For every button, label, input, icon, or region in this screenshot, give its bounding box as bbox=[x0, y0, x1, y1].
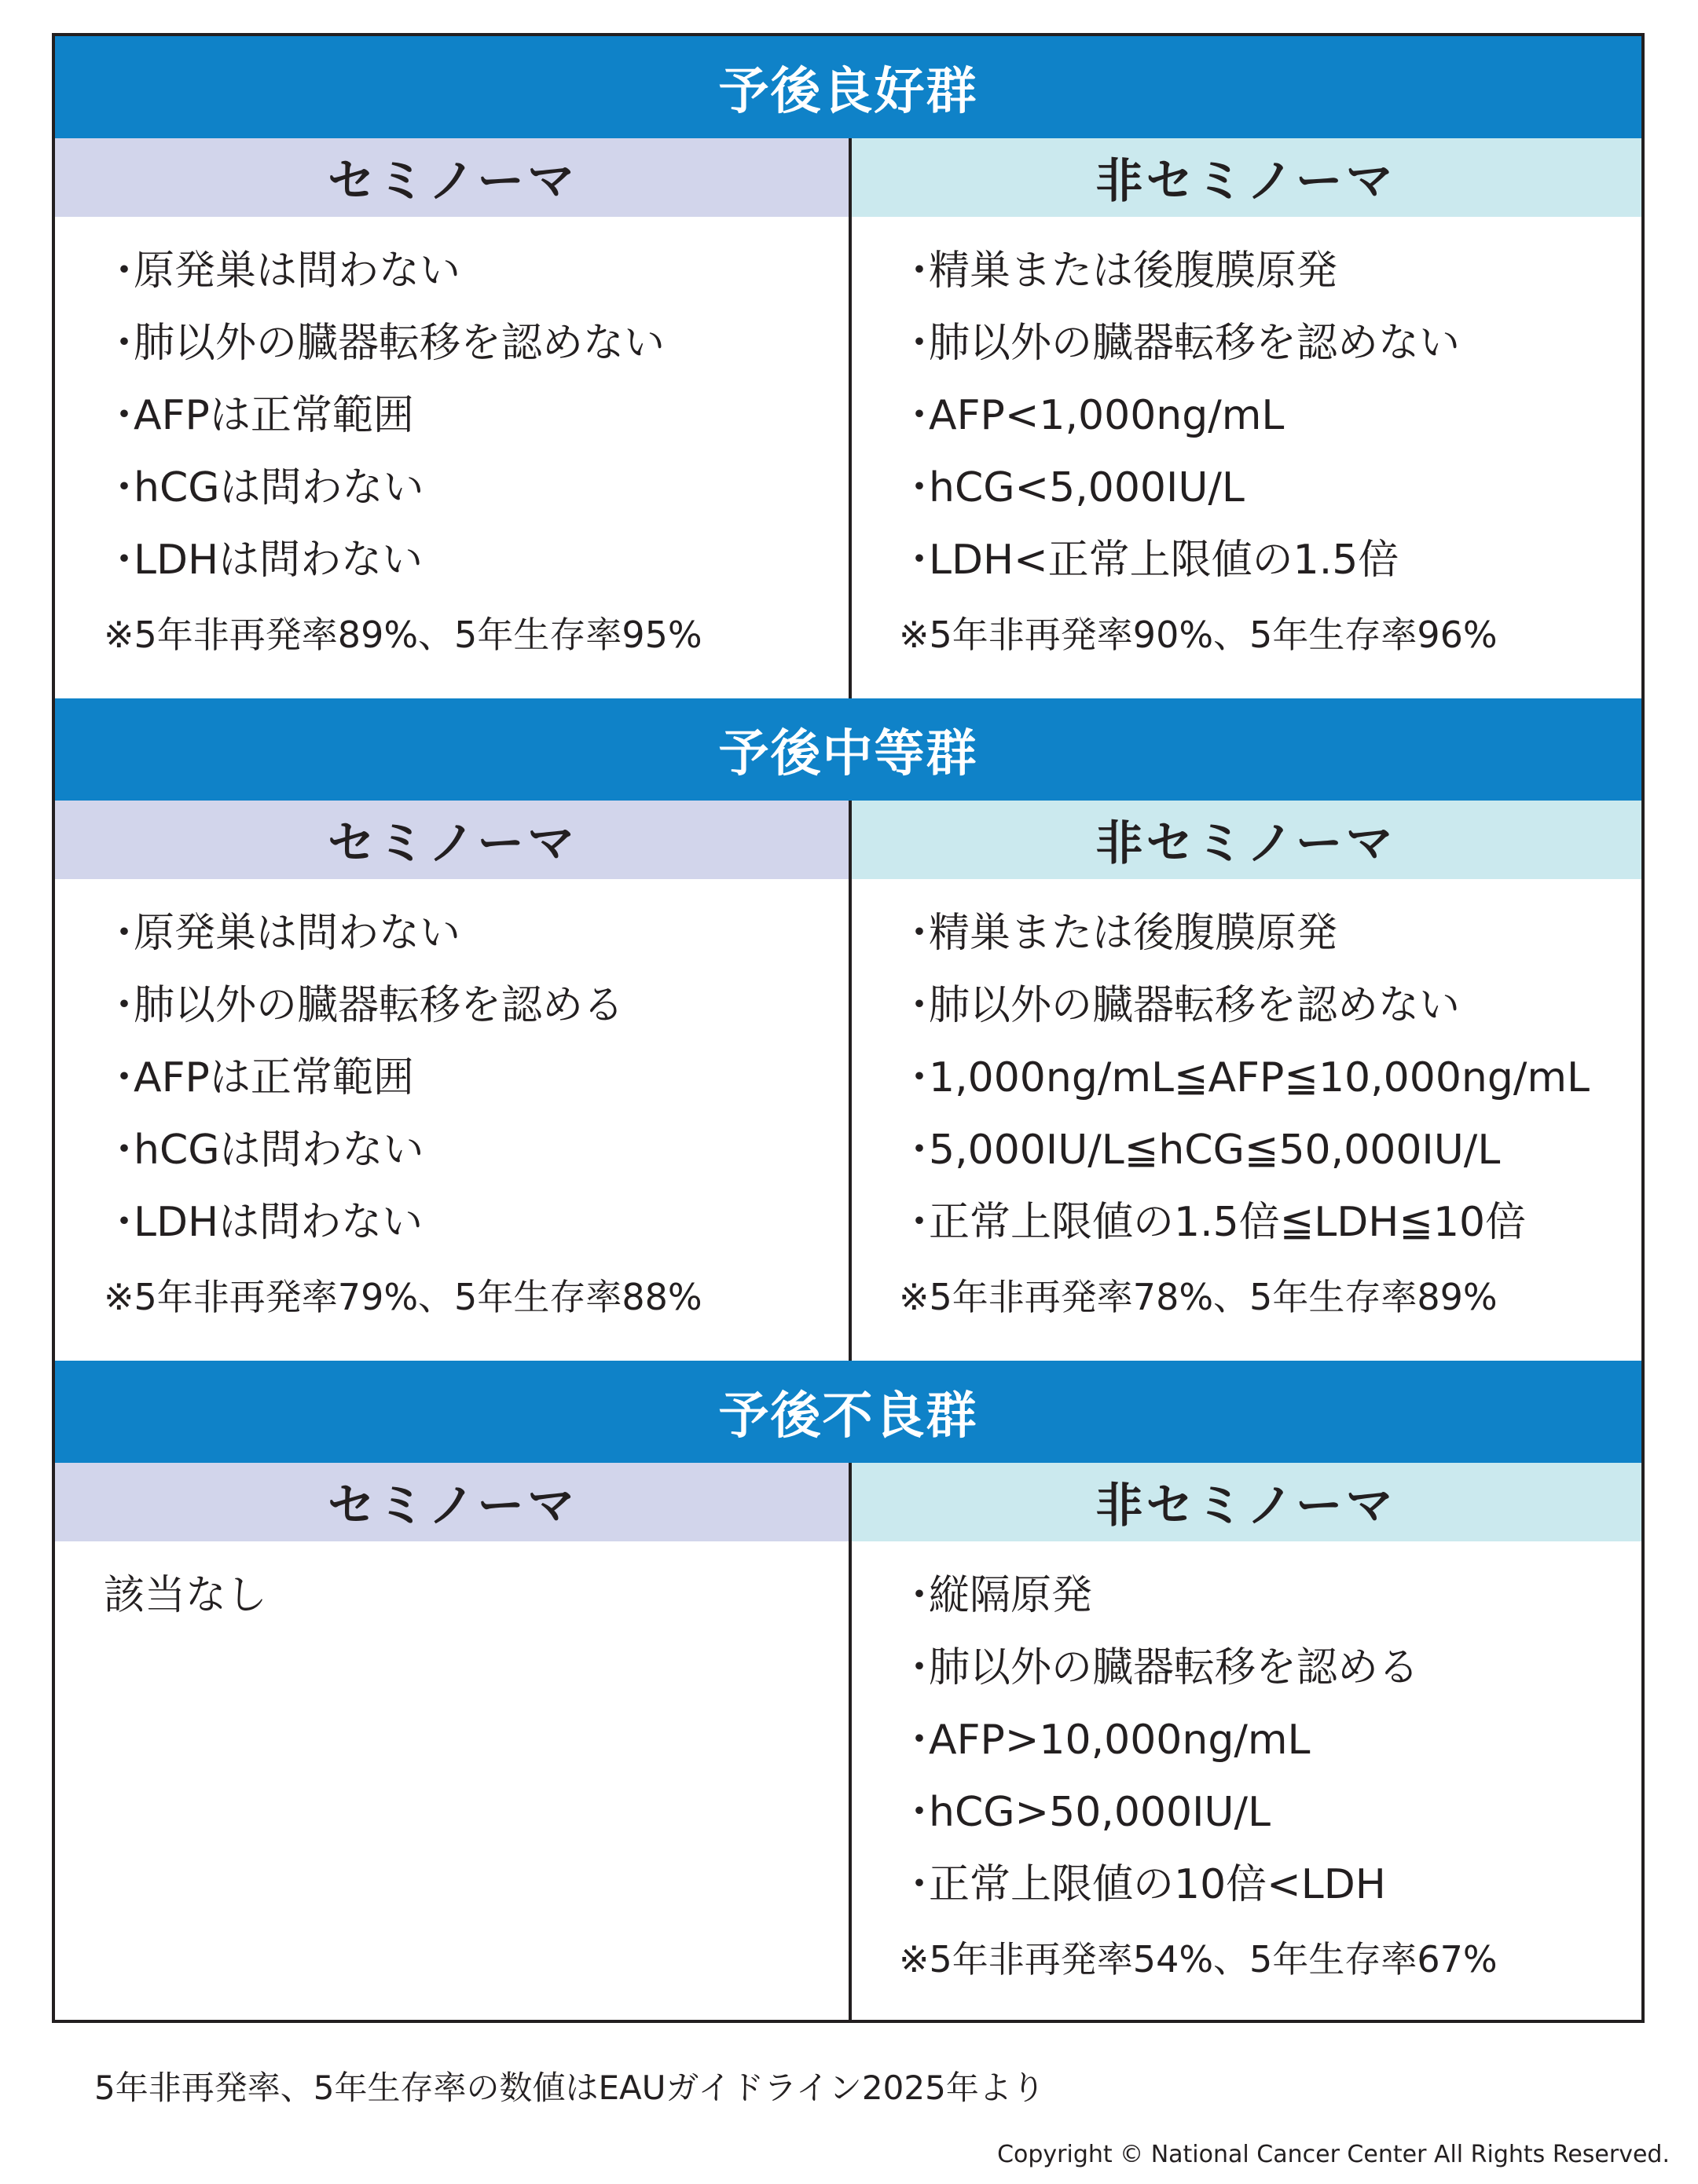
criteria-text: hCGは問わない bbox=[134, 464, 424, 511]
criteria-text: 肺以外の臓器転移を認める bbox=[929, 1644, 1420, 1691]
criteria-item bbox=[899, 1704, 1641, 1776]
survival-note: ※5年非再発率79%、5年生存率88% bbox=[104, 1276, 702, 1318]
criteria-text: hCG>50,000IU/L bbox=[929, 1789, 1271, 1836]
criteria-item bbox=[104, 1114, 850, 1186]
criteria-item bbox=[104, 235, 850, 307]
survival-note: ※5年非再発率78%、5年生存率89% bbox=[899, 1276, 1498, 1318]
seminoma-header: セミノーマ bbox=[55, 138, 850, 217]
criteria-text: AFPは正常範囲 bbox=[134, 1054, 414, 1101]
criteria-text: 肺以外の臓器転移を認める bbox=[134, 982, 625, 1029]
criteria-item bbox=[104, 897, 850, 969]
criteria-item bbox=[899, 307, 1641, 379]
bullet: ・ bbox=[899, 1572, 941, 1619]
criteria-text: 5,000IU/L≦hCG≦50,000IU/L bbox=[929, 1127, 1501, 1174]
criteria-item bbox=[899, 1849, 1641, 1921]
bullet: ・ bbox=[899, 247, 941, 295]
nonseminoma-criteria-poor bbox=[852, 1559, 1641, 1995]
bullet: ・ bbox=[899, 982, 941, 1029]
criteria-item bbox=[899, 452, 1641, 524]
criteria-item bbox=[104, 1186, 850, 1259]
bullet: ・ bbox=[899, 910, 941, 957]
nonseminoma-header: 非セミノーマ bbox=[850, 138, 1641, 217]
bullet: ・ bbox=[104, 1054, 145, 1101]
bullet: ・ bbox=[899, 1717, 941, 1764]
criteria-item bbox=[899, 897, 1641, 969]
bullet: ・ bbox=[104, 1127, 145, 1174]
seminoma-header: セミノーマ bbox=[55, 1463, 850, 1541]
criteria-text: LDH<正常上限値の1.5倍 bbox=[929, 537, 1399, 584]
criteria-text: 肺以外の臓器転移を認めない bbox=[929, 982, 1461, 1029]
bullet: ・ bbox=[899, 320, 941, 367]
seminoma-criteria-good bbox=[55, 235, 850, 670]
criteria-item bbox=[899, 1114, 1641, 1186]
group-header-intermediate: 予後中等群 bbox=[55, 698, 1641, 801]
criteria-item bbox=[899, 235, 1641, 307]
bullet: ・ bbox=[899, 1054, 941, 1101]
criteria-item bbox=[899, 1632, 1641, 1704]
criteria-item bbox=[104, 379, 850, 452]
criteria-item bbox=[104, 1042, 850, 1114]
criteria-text: 肺以外の臓器転移を認めない bbox=[134, 320, 666, 367]
bullet: ・ bbox=[899, 1127, 941, 1174]
criteria-text: AFPは正常範囲 bbox=[134, 392, 414, 439]
criteria-text: 正常上限値の1.5倍≦LDH≦10倍 bbox=[929, 1199, 1527, 1246]
bullet: ・ bbox=[899, 1789, 941, 1836]
criteria-text: LDHは問わない bbox=[134, 1199, 424, 1246]
criteria-text: 1,000ng/mL≦AFP≦10,000ng/mL bbox=[929, 1054, 1590, 1101]
criteria-text: 精巣または後腹膜原発 bbox=[929, 247, 1338, 295]
nonseminoma-header: 非セミノーマ bbox=[850, 801, 1641, 879]
seminoma-header: セミノーマ bbox=[55, 801, 850, 879]
criteria-item bbox=[899, 1042, 1641, 1114]
bullet: ・ bbox=[104, 1199, 145, 1246]
bullet: ・ bbox=[899, 1861, 941, 1908]
bullet: ・ bbox=[104, 392, 145, 439]
bullet: ・ bbox=[104, 320, 145, 367]
criteria-item bbox=[899, 524, 1641, 596]
criteria-text: 原発巣は問わない bbox=[134, 910, 461, 957]
bullet: ・ bbox=[104, 247, 145, 295]
criteria-text: 精巣または後腹膜原発 bbox=[929, 910, 1338, 957]
prognosis-table bbox=[52, 33, 1645, 2023]
seminoma-criteria-poor bbox=[55, 1559, 850, 1632]
group-header-poor: 予後不良群 bbox=[55, 1361, 1641, 1463]
criteria-text: hCG<5,000IU/L bbox=[929, 464, 1245, 511]
criteria-text: AFP<1,000ng/mL bbox=[929, 392, 1285, 439]
criteria-item bbox=[899, 379, 1641, 452]
criteria-item bbox=[104, 969, 850, 1042]
group-header-good: 予後良好群 bbox=[55, 36, 1641, 138]
nonseminoma-criteria-good bbox=[852, 235, 1641, 670]
criteria-text: 縦隔原発 bbox=[929, 1572, 1093, 1619]
bullet: ・ bbox=[899, 537, 941, 584]
criteria-text: 正常上限値の10倍<LDH bbox=[929, 1861, 1386, 1908]
bullet: ・ bbox=[104, 537, 145, 584]
bullet: ・ bbox=[899, 1644, 941, 1691]
nonseminoma-criteria-intermediate bbox=[852, 897, 1641, 1332]
criteria-item bbox=[899, 1186, 1641, 1259]
bullet: ・ bbox=[899, 464, 941, 511]
criteria-item bbox=[104, 524, 850, 596]
criteria-item bbox=[899, 1559, 1641, 1632]
criteria-item bbox=[104, 307, 850, 379]
criteria-text: LDHは問わない bbox=[134, 537, 424, 584]
criteria-item bbox=[899, 969, 1641, 1042]
criteria-item bbox=[899, 1776, 1641, 1849]
bullet: ・ bbox=[104, 910, 145, 957]
survival-note: ※5年非再発率89%、5年生存率95% bbox=[104, 614, 702, 656]
criteria-item bbox=[104, 452, 850, 524]
criteria-text: 肺以外の臓器転移を認めない bbox=[929, 320, 1461, 367]
source-note: 5年非再発率、5年生存率の数値はEAUガイドライン2025年より bbox=[94, 2069, 1045, 2107]
survival-note: ※5年非再発率54%、5年生存率67% bbox=[899, 1938, 1498, 1981]
survival-note: ※5年非再発率90%、5年生存率96% bbox=[899, 614, 1498, 656]
bullet: ・ bbox=[104, 982, 145, 1029]
seminoma-criteria-intermediate bbox=[55, 897, 850, 1332]
criteria-text: 原発巣は問わない bbox=[134, 247, 461, 295]
criteria-text: hCGは問わない bbox=[134, 1127, 424, 1174]
bullet: ・ bbox=[899, 392, 941, 439]
criteria-text: AFP>10,000ng/mL bbox=[929, 1717, 1311, 1764]
bullet: ・ bbox=[104, 464, 145, 511]
copyright-notice: Copyright © National Cancer Center All Rights Reserved. bbox=[997, 2141, 1670, 2168]
bullet: ・ bbox=[899, 1199, 941, 1246]
not-applicable-text: 該当なし bbox=[104, 1572, 268, 1619]
nonseminoma-header: 非セミノーマ bbox=[850, 1463, 1641, 1541]
